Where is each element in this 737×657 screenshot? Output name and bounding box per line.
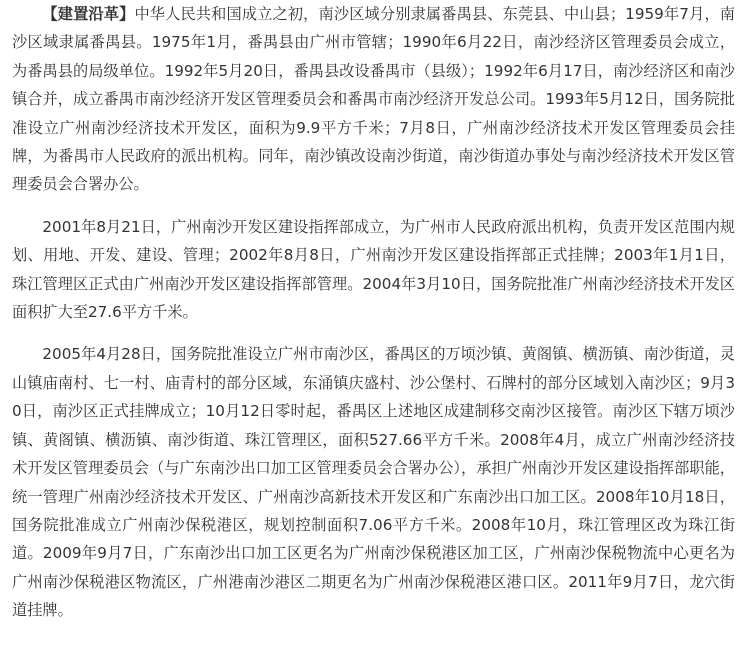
paragraph-3: 2005年4月28日，国务院批准设立广州市南沙区，番禺区的万顷沙镇、黄阁镇、横沥镇、南沙街道，灵山镇庙南村、七一村、庙青村的部分区域，东涌镇庆盛村、沙公堡村、石牌村的部分区域划入南沙区；9月30日，南沙区正式挂牌成立；10月12日零时起，番禺区上述地区成建制移交南沙区接管。南沙区下辖万顷沙镇、黄阁镇、横沥镇、南沙街道、珠江管理区，面积527.66平方千米。2008年4月，成立广州南沙经济技术开发区管理委员会（与广东南沙出口加工区管理委员会合署办公），承担广州南沙开发区建设指挥部职能，统一管理广州南沙经济技术开发区、广州南沙高新技术开发区和广东南沙出口加工区。2008年10月18日，国务院批准成立广州南沙保税港区，规划控制面积7.06平方千米。2008年10月，珠江管理区改为珠江街道。2009年9月7日，广东南沙出口加工区更名为广州南沙保税港区加工区，广州南沙保税物流中心更名为广州南沙保税港区物流区，广州港南沙港区二期更名为广州南沙保税港区港口区。2011年9月7日，龙穴街道挂牌。 (12, 345, 735, 620)
paragraph-history-intro (12, 0, 735, 199)
paragraph-1-text: 中华人民共和国成立之初，南沙区域分别隶属番禺县、东莞县、中山县；1959年7月，南沙区域隶属番禺县。1975年1月，番禺县由广州市管辖；1990年6月22日，南沙经济区管理委员会成立，为番禺县的局级单位。1992年5月20日，番禺县改设番禺市（县级）；1992年6月17日，南沙经济区和南沙镇合并，成立番禺市南沙经济开发区管理委员会和番禺市南沙经济开发总公司。1993年5月12日，国务院批准设立广州南沙经济技术开发区，面积为9.9平方千米；7月8日，广州南沙经济技术开发区管理委员会挂牌，为番禺市人民政府的派出机构。同年，南沙镇改设南沙街道，南沙街道办事处与南沙经济技术开发区管理委员会合署办公。 (12, 5, 735, 194)
paragraph-2: 2001年8月21日，广州南沙开发区建设指挥部成立，为广州市人民政府派出机构，负责开发区范围内规划、用地、开发、建设、管理；2002年8月8日，广州南沙开发区建设指挥部正式挂牌；2003年1月1日，珠江管理区正式由广州南沙开发区建设指挥部管理。2004年3月10日，国务院批准广州南沙经济技术开发区面积扩大至27.6平方千米。 (12, 217, 735, 322)
section-heading: 【建置沿革】 (42, 5, 135, 23)
